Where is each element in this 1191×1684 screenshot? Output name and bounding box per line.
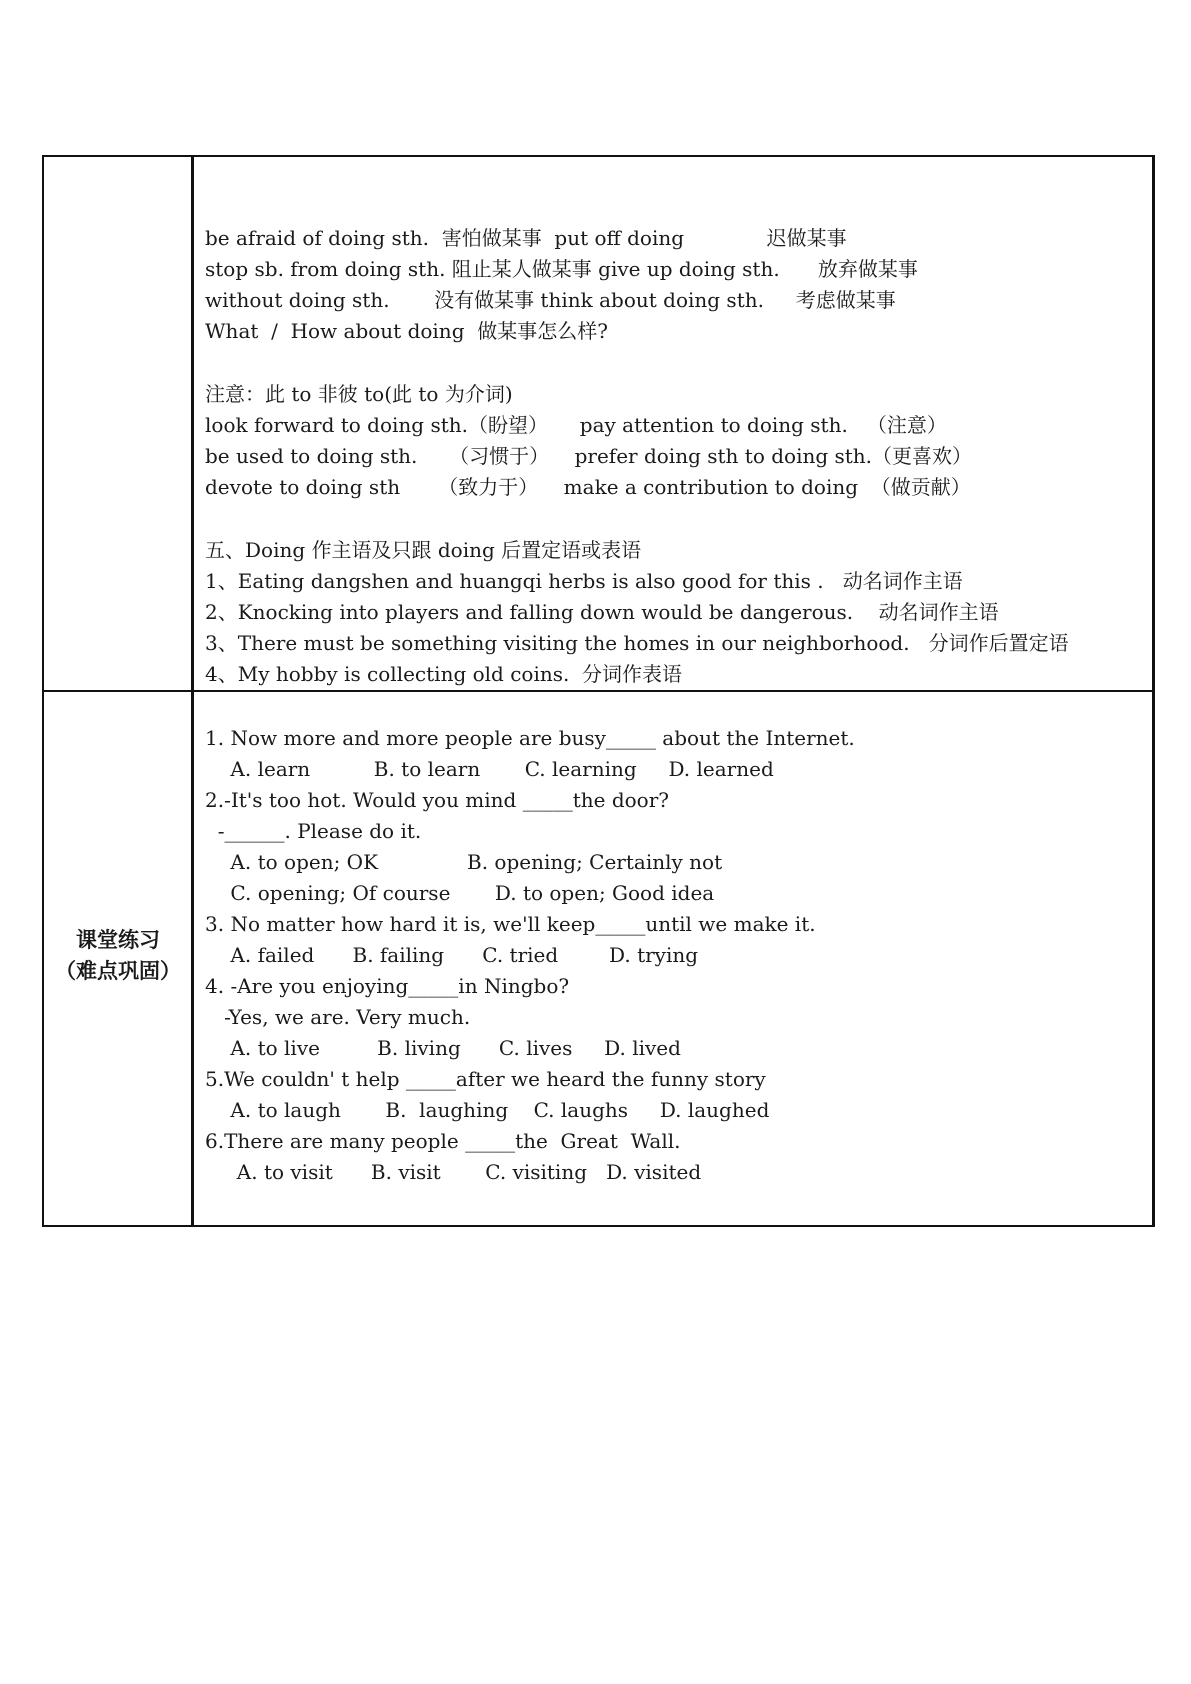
question-text: 6.There are many people _____the Great Wall. — [205, 1129, 681, 1153]
grammar-section-heading: 五、Doing 作主语及只跟 doing 后置定语或表语 — [205, 538, 642, 562]
grammar-line: devote to doing sth （致力于） make a contribution to doing （做贡献） — [205, 475, 971, 499]
grammar-example: 1、Eating dangshen and huangqi herbs is also good for this . 动名词作主语 — [205, 569, 963, 593]
grammar-line: without doing sth. 没有做某事 think about doing sth. 考虑做某事 — [205, 288, 896, 312]
answer-options: A. to visit B. visit C. visiting D. visited — [205, 1160, 702, 1184]
question-text: 4. -Are you enjoying_____in Ningbo? — [205, 974, 570, 998]
grammar-example: 3、There must be something visiting the homes in our neighborhood. 分词作后置定语 — [205, 631, 1069, 655]
grammar-example: 2、Knocking into players and falling down would be dangerous. 动名词作主语 — [205, 600, 999, 624]
table-column-divider — [191, 155, 194, 1227]
table-border-right — [1152, 155, 1155, 1227]
question-text: -______. Please do it. — [205, 819, 422, 843]
grammar-line: stop sb. from doing sth. 阻止某人做某事 give up doing sth. 放弃做某事 — [205, 257, 918, 281]
answer-options: A. to laugh B. laughing C. laughs D. laughed — [205, 1098, 770, 1122]
question-text: 1. Now more and more people are busy_____ about the Internet. — [205, 726, 855, 750]
grammar-line: What / How about doing 做某事怎么样? — [205, 319, 608, 343]
grammar-line: be used to doing sth. （习惯于） prefer doing sth to doing sth.（更喜欢） — [205, 444, 973, 468]
grammar-line: look forward to doing sth.（盼望） pay attention to doing sth. （注意） — [205, 413, 947, 437]
table-border-bottom — [42, 1225, 1153, 1227]
grammar-line: be afraid of doing sth. 害怕做某事 put off doing 迟做某事 — [205, 226, 847, 250]
exercise-label-subtitle: （难点巩固） — [55, 959, 181, 983]
grammar-note-heading: 注意：此 to 非彼 to(此 to 为介词) — [205, 382, 513, 406]
table-border-left — [42, 155, 44, 1227]
question-text: 3. No matter how hard it is, we'll keep_____until we make it. — [205, 912, 816, 936]
question-text: 5.We couldn' t help _____after we heard the funny story — [205, 1067, 766, 1091]
grammar-example: 4、My hobby is collecting old coins. 分词作表语 — [205, 662, 683, 686]
question-text: 2.-It's too hot. Would you mind _____the door? — [205, 788, 669, 812]
table-row-divider — [42, 690, 1153, 692]
table-border-top — [42, 155, 1153, 157]
exercise-label-title: 课堂练习 — [76, 928, 160, 952]
answer-options: A. to live B. living C. lives D. lived — [205, 1036, 681, 1060]
answer-options: A. to open; OK B. opening; Certainly not — [205, 850, 723, 874]
answer-options: A. failed B. failing C. tried D. trying — [205, 943, 699, 967]
answer-options: C. opening; Of course D. to open; Good idea — [205, 881, 715, 905]
question-text: -Yes, we are. Very much. — [205, 1005, 471, 1029]
answer-options: A. learn B. to learn C. learning D. learned — [205, 757, 774, 781]
exercise-label — [44, 925, 192, 987]
